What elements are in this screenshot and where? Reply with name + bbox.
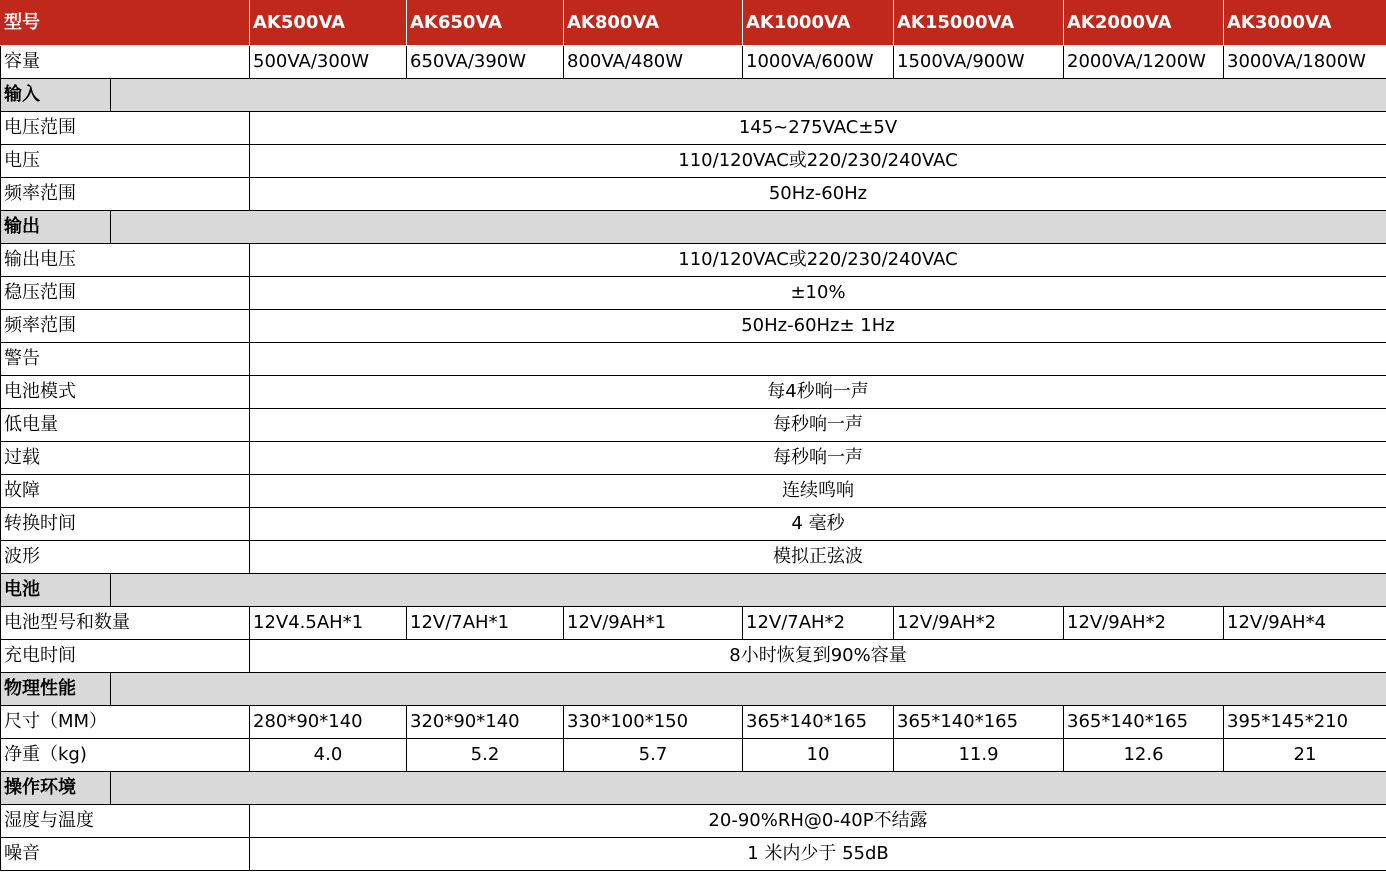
model-ak2000va: AK2000VA bbox=[1064, 1, 1224, 46]
row-label: 电压 bbox=[1, 145, 250, 178]
physical-dimensions-row bbox=[1, 706, 1386, 739]
battery-type-cell: 12V4.5AH*1 bbox=[250, 607, 407, 640]
row-label: 转换时间 bbox=[1, 508, 250, 541]
dimension-cell: 365*140*165 bbox=[743, 706, 894, 739]
output-battery-mode-row bbox=[1, 376, 1386, 409]
capacity-cell: 650VA/390W bbox=[407, 46, 564, 79]
section-output-label: 输出 bbox=[1, 211, 111, 244]
dimension-cell: 330*100*150 bbox=[564, 706, 743, 739]
row-label: 稳压范围 bbox=[1, 277, 250, 310]
capacity-cell: 3000VA/1800W bbox=[1224, 46, 1386, 79]
weight-cell: 21 bbox=[1224, 739, 1386, 772]
section-input-label: 输入 bbox=[1, 79, 111, 112]
capacity-row bbox=[1, 46, 1386, 79]
row-label: 电压范围 bbox=[1, 112, 250, 145]
row-label: 净重（kg) bbox=[1, 739, 250, 772]
dimension-cell: 280*90*140 bbox=[250, 706, 407, 739]
row-label: 波形 bbox=[1, 541, 250, 574]
input-frequency-row bbox=[1, 178, 1386, 211]
output-regulation-row bbox=[1, 277, 1386, 310]
output-low-battery-row bbox=[1, 409, 1386, 442]
section-input bbox=[1, 79, 1386, 112]
row-value: 连续鸣响 bbox=[250, 475, 1386, 508]
capacity-cell: 1500VA/900W bbox=[894, 46, 1064, 79]
row-value: 每秒响一声 bbox=[250, 442, 1386, 475]
section-fill bbox=[111, 79, 1386, 112]
row-value: 145~275VAC±5V bbox=[250, 112, 1386, 145]
row-value: 50Hz-60Hz bbox=[250, 178, 1386, 211]
output-frequency-row bbox=[1, 310, 1386, 343]
dimension-cell: 365*140*165 bbox=[1064, 706, 1224, 739]
section-physical bbox=[1, 673, 1386, 706]
row-label: 电池型号和数量 bbox=[1, 607, 250, 640]
row-label: 频率范围 bbox=[1, 178, 250, 211]
output-voltage-row bbox=[1, 244, 1386, 277]
section-physical-label: 物理性能 bbox=[1, 673, 111, 706]
section-environment-label: 操作环境 bbox=[1, 772, 111, 805]
row-value: 每4秒响一声 bbox=[250, 376, 1386, 409]
model-ak15000va: AK15000VA bbox=[894, 1, 1064, 46]
row-label: 尺寸（MM） bbox=[1, 706, 250, 739]
row-value: 1 米内少于 55dB bbox=[250, 838, 1386, 871]
output-waveform-row bbox=[1, 541, 1386, 574]
row-value: 4 毫秒 bbox=[250, 508, 1386, 541]
row-value: 模拟正弦波 bbox=[250, 541, 1386, 574]
battery-charge-row bbox=[1, 640, 1386, 673]
section-fill bbox=[111, 772, 1386, 805]
row-value: ±10% bbox=[250, 277, 1386, 310]
row-label: 过载 bbox=[1, 442, 250, 475]
battery-type-cell: 12V/9AH*2 bbox=[1064, 607, 1224, 640]
weight-cell: 10 bbox=[743, 739, 894, 772]
battery-type-cell: 12V/7AH*1 bbox=[407, 607, 564, 640]
model-ak500va: AK500VA bbox=[250, 1, 407, 46]
output-transfer-time-row bbox=[1, 508, 1386, 541]
row-label: 湿度与温度 bbox=[1, 805, 250, 838]
model-ak800va: AK800VA bbox=[564, 1, 743, 46]
weight-cell: 5.7 bbox=[564, 739, 743, 772]
battery-type-cell: 12V/9AH*4 bbox=[1224, 607, 1386, 640]
weight-cell: 11.9 bbox=[894, 739, 1064, 772]
output-fault-row bbox=[1, 475, 1386, 508]
dimension-cell: 320*90*140 bbox=[407, 706, 564, 739]
row-value bbox=[250, 343, 1386, 376]
row-value: 50Hz-60Hz± 1Hz bbox=[250, 310, 1386, 343]
output-overload-row bbox=[1, 442, 1386, 475]
row-label: 输出电压 bbox=[1, 244, 250, 277]
section-environment bbox=[1, 772, 1386, 805]
row-label: 故障 bbox=[1, 475, 250, 508]
row-value: 8小时恢复到90%容量 bbox=[250, 640, 1386, 673]
row-label: 电池模式 bbox=[1, 376, 250, 409]
weight-cell: 4.0 bbox=[250, 739, 407, 772]
section-fill bbox=[111, 673, 1386, 706]
battery-type-cell: 12V/9AH*2 bbox=[894, 607, 1064, 640]
weight-cell: 12.6 bbox=[1064, 739, 1224, 772]
dimension-cell: 395*145*210 bbox=[1224, 706, 1386, 739]
row-label: 噪音 bbox=[1, 838, 250, 871]
row-value: 110/120VAC或220/230/240VAC bbox=[250, 145, 1386, 178]
capacity-cell: 2000VA/1200W bbox=[1064, 46, 1224, 79]
physical-weight-row bbox=[1, 739, 1386, 772]
row-label: 低电量 bbox=[1, 409, 250, 442]
row-label: 警告 bbox=[1, 343, 250, 376]
battery-type-cell: 12V/9AH*1 bbox=[564, 607, 743, 640]
section-battery-label: 电池 bbox=[1, 574, 111, 607]
capacity-cell: 500VA/300W bbox=[250, 46, 407, 79]
header-row bbox=[1, 1, 1386, 46]
output-alarm-row bbox=[1, 343, 1386, 376]
environment-noise-row bbox=[1, 838, 1386, 871]
weight-cell: 5.2 bbox=[407, 739, 564, 772]
battery-type-row bbox=[1, 607, 1386, 640]
row-value: 每秒响一声 bbox=[250, 409, 1386, 442]
row-label: 充电时间 bbox=[1, 640, 250, 673]
row-value: 20-90%RH@0-40P不结露 bbox=[250, 805, 1386, 838]
dimension-cell: 365*140*165 bbox=[894, 706, 1064, 739]
battery-type-cell: 12V/7AH*2 bbox=[743, 607, 894, 640]
model-label: 型号 bbox=[1, 1, 250, 46]
capacity-cell: 800VA/480W bbox=[564, 46, 743, 79]
section-fill bbox=[111, 574, 1386, 607]
section-fill bbox=[111, 211, 1386, 244]
capacity-label: 容量 bbox=[1, 46, 250, 79]
row-value: 110/120VAC或220/230/240VAC bbox=[250, 244, 1386, 277]
row-label: 频率范围 bbox=[1, 310, 250, 343]
section-battery bbox=[1, 574, 1386, 607]
input-voltage-row bbox=[1, 145, 1386, 178]
model-ak3000va: AK3000VA bbox=[1224, 1, 1386, 46]
input-voltage-range-row bbox=[1, 112, 1386, 145]
environment-humidity-row bbox=[1, 805, 1386, 838]
capacity-cell: 1000VA/600W bbox=[743, 46, 894, 79]
model-ak1000va: AK1000VA bbox=[743, 1, 894, 46]
model-ak650va: AK650VA bbox=[407, 1, 564, 46]
section-output bbox=[1, 211, 1386, 244]
